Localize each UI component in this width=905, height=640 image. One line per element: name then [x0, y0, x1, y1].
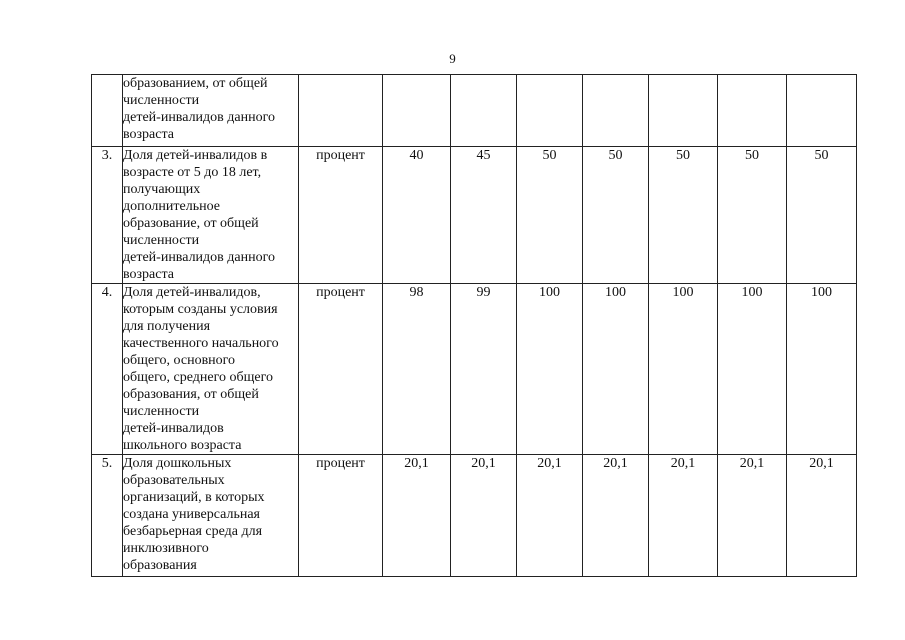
indicator-description: [123, 455, 299, 577]
indicators-table: [91, 74, 857, 577]
value-cell: 20,1: [718, 455, 787, 577]
description-line: дополнительное: [123, 199, 220, 214]
unit-of-measure: [299, 75, 383, 147]
value-cell: 50: [718, 147, 787, 284]
description-line: инклюзивного: [123, 541, 209, 556]
value-cell: 100: [787, 284, 857, 455]
description-line: общего, основного: [123, 353, 236, 368]
row-number: [92, 75, 123, 147]
unit-of-measure: процент: [299, 455, 383, 577]
value-cell: 100: [649, 284, 718, 455]
table-row: [92, 75, 857, 147]
description-line: получающих: [123, 182, 201, 197]
value-cell: 50: [787, 147, 857, 284]
value-cell: 20,1: [583, 455, 649, 577]
value-cell: [383, 75, 451, 147]
description-line: организаций, в которых: [123, 490, 265, 505]
value-cell: 50: [517, 147, 583, 284]
value-cell: 20,1: [649, 455, 718, 577]
description-line: образования: [123, 558, 197, 573]
table-row: [92, 455, 857, 577]
indicator-description: [123, 284, 299, 455]
row-number: 3.: [92, 147, 123, 284]
table-body: [92, 75, 857, 577]
indicator-description: [123, 75, 299, 147]
value-cell: 20,1: [787, 455, 857, 577]
value-cell: 20,1: [517, 455, 583, 577]
description-line: образование, от общей: [123, 216, 259, 231]
description-line: возраста: [123, 267, 174, 282]
description-line: Доля дошкольных: [123, 456, 232, 471]
description-line: детей-инвалидов данного: [123, 250, 275, 265]
table-row: [92, 284, 857, 455]
description-line: детей-инвалидов данного: [123, 110, 275, 125]
value-cell: 45: [451, 147, 517, 284]
description-line: школьного возраста: [123, 438, 242, 453]
page-number: 9: [449, 51, 456, 66]
unit-of-measure: процент: [299, 147, 383, 284]
table-row: [92, 147, 857, 284]
description-line: численности: [123, 93, 200, 108]
row-number: 5.: [92, 455, 123, 577]
description-line: численности: [123, 404, 200, 419]
value-cell: [649, 75, 718, 147]
description-line: возраста: [123, 127, 174, 142]
value-cell: 40: [383, 147, 451, 284]
description-line: качественного начального: [123, 336, 279, 351]
description-line: образовательных: [123, 473, 225, 488]
description-line: которым созданы условия: [123, 302, 278, 317]
description-line: детей-инвалидов: [123, 421, 224, 436]
value-cell: [517, 75, 583, 147]
value-cell: [583, 75, 649, 147]
unit-of-measure: процент: [299, 284, 383, 455]
description-line: создана универсальная: [123, 507, 260, 522]
value-cell: 99: [451, 284, 517, 455]
description-line: безбарьерная среда для: [123, 524, 263, 539]
value-cell: 50: [583, 147, 649, 284]
description-line: образования, от общей: [123, 387, 259, 402]
value-cell: 100: [517, 284, 583, 455]
value-cell: 20,1: [451, 455, 517, 577]
indicator-description: [123, 147, 299, 284]
value-cell: [787, 75, 857, 147]
value-cell: 20,1: [383, 455, 451, 577]
value-cell: [718, 75, 787, 147]
value-cell: 50: [649, 147, 718, 284]
description-line: общего, среднего общего: [123, 370, 273, 385]
value-cell: 100: [718, 284, 787, 455]
description-line: образованием, от общей: [123, 76, 268, 91]
description-line: возрасте от 5 до 18 лет,: [123, 165, 262, 180]
value-cell: [451, 75, 517, 147]
description-line: Доля детей-инвалидов,: [123, 285, 261, 300]
description-line: Доля детей-инвалидов в: [123, 148, 268, 163]
value-cell: 100: [583, 284, 649, 455]
description-line: численности: [123, 233, 200, 248]
row-number: 4.: [92, 284, 123, 455]
value-cell: 98: [383, 284, 451, 455]
description-line: для получения: [123, 319, 211, 334]
